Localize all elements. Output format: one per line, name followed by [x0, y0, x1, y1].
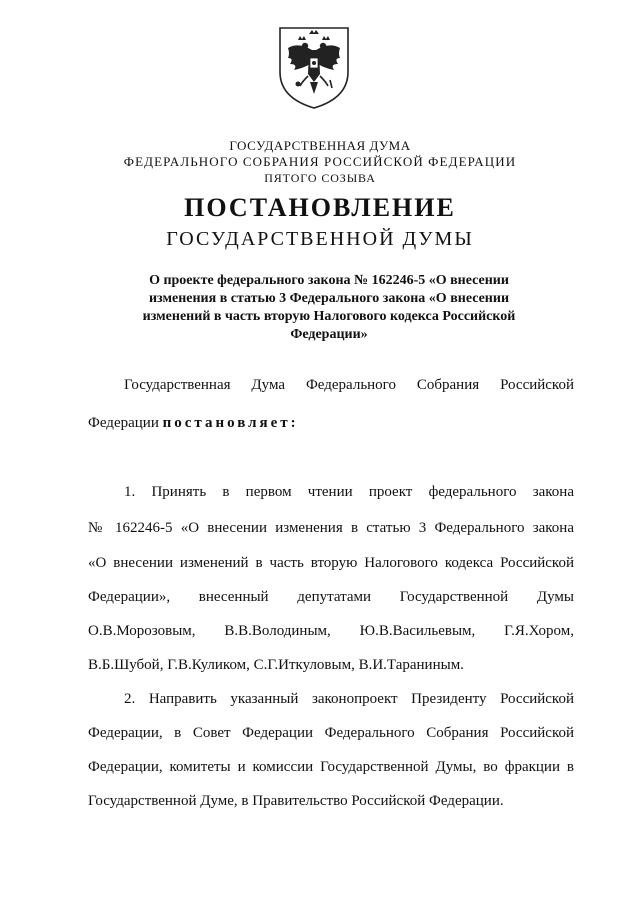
item2-line: Федерации, в Совет Федерации Федерального Собрания Российской	[88, 725, 574, 741]
header-line-3: ПЯТОГО СОЗЫВА	[264, 171, 376, 185]
item1-line: Федерации», внесенный депутатами Государственной Думы	[88, 589, 574, 605]
decree-verb: постановляет:	[162, 415, 299, 431]
coat-of-arms-emblem	[276, 24, 352, 110]
item1-line: В.Б.Шубой, Г.В.Куликом, С.Г.Иткуловым, В.И.Тараниным.	[88, 657, 464, 673]
preamble-text: Федерации	[88, 415, 163, 431]
subject-line: О проекте федерального закона № 162246-5 «О внесении	[149, 273, 509, 288]
document-title: ПОСТАНОВЛЕНИЕ	[184, 193, 456, 222]
item1-line: № 162246-5 «О внесении изменения в статью 3 Федерального закона	[88, 520, 574, 536]
item2-line: Федерации, комитеты и комиссии Государственной Думы, во фракции в	[88, 759, 574, 775]
preamble-line	[88, 406, 574, 440]
item1-line: О.В.Морозовым, В.В.Володиным, Ю.В.Васильевым, Г.Я.Хором,	[88, 623, 574, 639]
item2-line: Государственной Думе, в Правительство Российской Федерации.	[88, 793, 504, 809]
preamble-line: Государственная Дума Федерального Собрания Российской	[124, 377, 574, 393]
header-line-1: ГОСУДАРСТВЕННАЯ ДУМА	[229, 138, 411, 153]
document-subject	[120, 272, 538, 344]
item1-line: 1. Принять в первом чтении проект федерального закона	[124, 484, 574, 500]
item1-line: «О внесении изменений в часть вторую Налогового кодекса Российской	[88, 555, 574, 571]
subject-line: Федерации»	[290, 327, 368, 342]
document-subtitle: ГОСУДАРСТВЕННОЙ ДУМЫ	[166, 228, 474, 250]
subject-line: изменений в часть вторую Налогового кодекса Российской	[142, 309, 516, 324]
header-line-2: ФЕДЕРАЛЬНОГО СОБРАНИЯ РОССИЙСКОЙ ФЕДЕРАЦИИ	[123, 154, 517, 169]
subject-line: изменения в статью 3 Федерального закона «О внесении	[148, 291, 510, 306]
item2-line: 2. Направить указанный законопроект Президенту Российской	[124, 691, 574, 707]
